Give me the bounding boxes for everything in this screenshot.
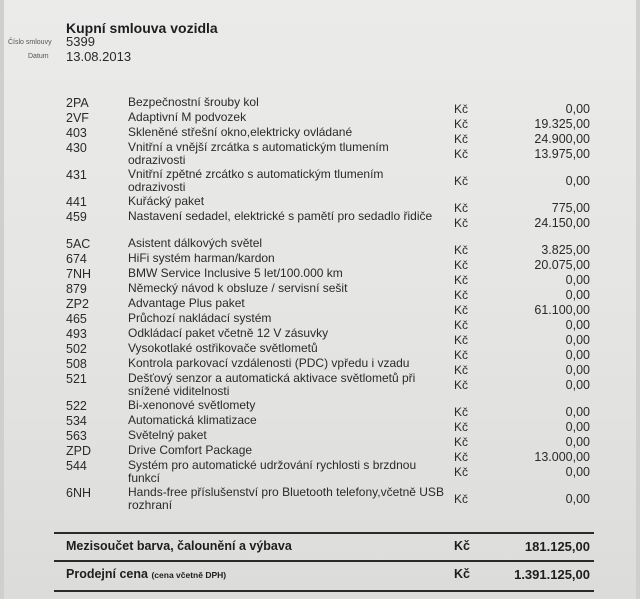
item-description: Automatická klimatizace <box>128 413 257 427</box>
item-code: 465 <box>66 312 87 326</box>
item-price: 0,00 <box>565 435 590 449</box>
item-code: 879 <box>66 282 87 296</box>
item-price: 13.000,00 <box>534 450 590 464</box>
item-description: Odkládací paket včetně 12 V zásuvky <box>128 326 329 340</box>
item-price: 0,00 <box>565 465 590 479</box>
item-code: 5AC <box>66 237 91 251</box>
item-code: 2PA <box>66 96 89 110</box>
item-code: 2VF <box>66 111 89 125</box>
item-price: 13.975,00 <box>534 147 590 161</box>
item-description: Hands-free příslušenství pro Bluetooth telefony,včetně USB rozhraní <box>128 485 444 512</box>
item-description: BMW Service Inclusive 5 let/100.000 km <box>128 266 343 280</box>
item-currency: Kč <box>454 273 469 287</box>
list-item <box>4 356 636 377</box>
item-currency: Kč <box>454 405 469 419</box>
item-price: 0,00 <box>565 492 590 506</box>
item-description: Drive Comfort Package <box>128 443 253 457</box>
list-item <box>4 95 636 116</box>
item-price: 20.075,00 <box>534 258 590 272</box>
contract-number-label: Číslo smlouvy <box>8 39 52 46</box>
item-code: 522 <box>66 399 87 413</box>
list-item <box>4 110 636 131</box>
item-description: Dešťový senzor a automatická aktivace světlometů při snížené viditelnosti <box>128 371 416 398</box>
item-currency: Kč <box>454 378 469 392</box>
subtotal-bottom-rule <box>54 560 594 562</box>
list-item <box>4 236 636 257</box>
item-currency: Kč <box>454 363 469 377</box>
list-item <box>4 371 636 398</box>
item-description: Adaptivní M podvozek <box>128 110 247 124</box>
item-code: 493 <box>66 327 87 341</box>
item-description: Systém pro automatické udržování rychlosti s brzdnou funkcí <box>128 458 417 485</box>
item-code: 534 <box>66 414 87 428</box>
item-description: Vnitřní a vnější zrcátka s automatickým tlumením odrazivosti <box>128 140 389 167</box>
list-item <box>4 341 636 362</box>
total-value: 1.391.125,00 <box>514 567 590 582</box>
item-price: 61.100,00 <box>534 303 590 317</box>
item-currency: Kč <box>454 318 469 332</box>
list-item <box>4 458 636 485</box>
item-price: 0,00 <box>565 102 590 116</box>
item-price: 0,00 <box>565 378 590 392</box>
item-currency: Kč <box>454 420 469 434</box>
item-description: Asistent dálkových světel <box>128 236 263 250</box>
item-price: 24.150,00 <box>534 216 590 230</box>
subtotal-value: 181.125,00 <box>524 539 590 554</box>
subtotal-label: Mezisoučet barva, čalounění a výbava <box>66 539 292 553</box>
item-currency: Kč <box>454 435 469 449</box>
item-currency: Kč <box>454 117 469 131</box>
list-item <box>4 266 636 287</box>
subtotal-currency: Kč <box>454 539 470 553</box>
list-item <box>4 281 636 302</box>
item-description: Světelný paket <box>128 428 207 442</box>
contract-date: 13.08.2013 <box>66 49 132 64</box>
item-description: Kontrola parkovací vzdálenosti (PDC) vpředu i vzadu <box>128 356 410 370</box>
total-label-text: Prodejní cena <box>66 567 148 581</box>
total-bottom-rule <box>54 590 594 592</box>
item-description: Německý návod k obsluze / servisní sešit <box>128 281 348 295</box>
contract-number: 5399 <box>66 34 95 49</box>
item-code: ZP2 <box>66 297 89 311</box>
item-code: 430 <box>66 141 87 155</box>
item-currency: Kč <box>454 147 469 161</box>
item-currency: Kč <box>454 174 469 188</box>
item-code: 7NH <box>66 267 92 281</box>
equipment-list <box>4 95 636 512</box>
item-price: 0,00 <box>565 348 590 362</box>
item-currency: Kč <box>454 333 469 347</box>
item-currency: Kč <box>454 288 469 302</box>
item-currency: Kč <box>454 465 469 479</box>
list-item <box>4 326 636 347</box>
item-description: Bezpečnostní šrouby kol <box>128 95 259 109</box>
item-currency: Kč <box>454 132 469 146</box>
item-description: Kuřácký paket <box>128 194 205 208</box>
item-code: 521 <box>66 372 87 386</box>
item-description: Vysokotlaké ostřikovače světlometů <box>128 341 318 355</box>
list-item <box>4 413 636 434</box>
item-price: 3.825,00 <box>541 243 590 257</box>
item-description: Skleněné střešní okno,elektricky ovládané <box>128 125 353 139</box>
list-item <box>4 311 636 332</box>
item-code: 544 <box>66 459 87 473</box>
item-code: 508 <box>66 357 87 371</box>
list-item <box>4 428 636 449</box>
item-currency: Kč <box>454 492 469 506</box>
item-price: 0,00 <box>565 363 590 377</box>
contract-sheet <box>4 0 636 599</box>
list-item <box>4 209 636 236</box>
item-currency: Kč <box>454 102 469 116</box>
list-item <box>4 398 636 419</box>
item-price: 0,00 <box>565 174 590 188</box>
item-code: 403 <box>66 126 87 140</box>
date-label: Datum <box>28 53 49 60</box>
list-item <box>4 296 636 317</box>
list-item <box>4 194 636 215</box>
item-description: Bi-xenonové světlomety <box>128 398 256 412</box>
item-code: 441 <box>66 195 87 209</box>
list-item <box>4 443 636 464</box>
item-currency: Kč <box>454 243 469 257</box>
item-description: Vnitřní zpětné zrcátko s automatickým tlumením odrazivosti <box>128 167 384 194</box>
item-price: 775,00 <box>551 201 590 215</box>
total-currency: Kč <box>454 567 470 581</box>
item-currency: Kč <box>454 450 469 464</box>
item-price: 0,00 <box>565 420 590 434</box>
item-code: 6NH <box>66 486 92 500</box>
item-code: 431 <box>66 168 87 182</box>
list-item <box>4 485 636 512</box>
item-currency: Kč <box>454 216 469 230</box>
item-currency: Kč <box>454 348 469 362</box>
item-currency: Kč <box>454 303 469 317</box>
item-description: Průchozí nakládací systém <box>128 311 272 325</box>
list-item <box>4 125 636 146</box>
item-price: 0,00 <box>565 318 590 332</box>
item-price: 0,00 <box>565 333 590 347</box>
total-vat-note: (cena včetně DPH) <box>151 570 227 580</box>
document-title: Kupní smlouva vozidla <box>66 20 218 36</box>
subtotal-top-rule <box>54 532 594 534</box>
item-price: 0,00 <box>565 288 590 302</box>
list-item <box>4 251 636 272</box>
item-price: 24.900,00 <box>534 132 590 146</box>
list-item <box>4 140 636 167</box>
item-description: HiFi systém harman/kardon <box>128 251 275 265</box>
item-currency: Kč <box>454 201 469 215</box>
item-code: 502 <box>66 342 87 356</box>
item-description: Advantage Plus paket <box>128 296 245 310</box>
item-code: 459 <box>66 210 87 224</box>
item-code: ZPD <box>66 444 91 458</box>
item-currency: Kč <box>454 258 469 272</box>
list-item <box>4 167 636 194</box>
item-price: 19.325,00 <box>534 117 590 131</box>
item-price: 0,00 <box>565 405 590 419</box>
total-label <box>66 567 226 581</box>
item-code: 563 <box>66 429 87 443</box>
item-price: 0,00 <box>565 273 590 287</box>
item-description: Nastavení sedadel, elektrické s pamětí pro sedadlo řidiče <box>128 209 433 223</box>
item-code: 674 <box>66 252 87 266</box>
